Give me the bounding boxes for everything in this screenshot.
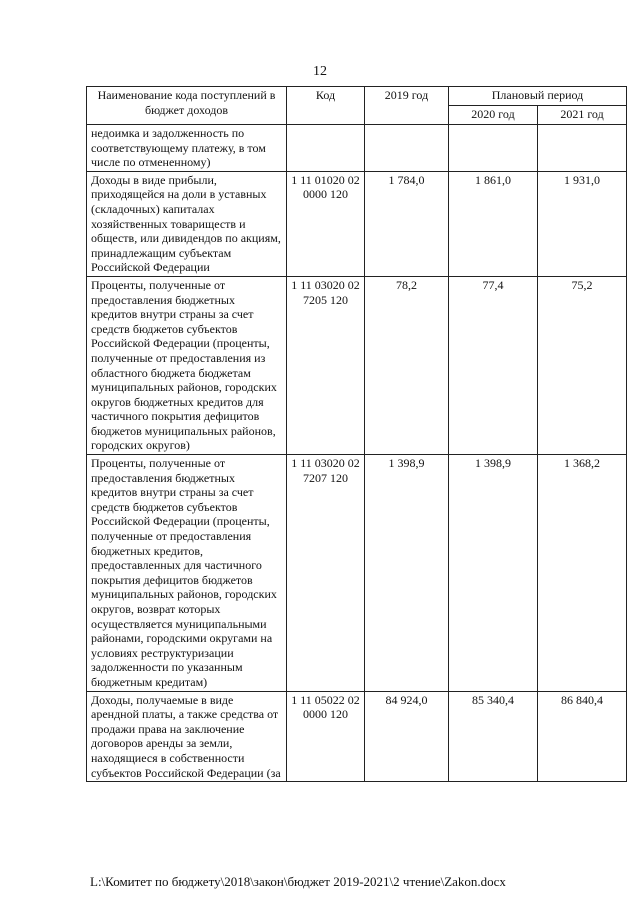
row-value-2021: 1 368,2 xyxy=(538,455,627,692)
row-value-2020: 85 340,4 xyxy=(449,691,538,782)
row-name: Доходы, получаемые в виде арендной платы, а также средства от продажи права на заключение договоров аренды за земли, находящиеся в собственности субъектов Российской Федерации (за xyxy=(87,691,287,782)
row-value-2021: 1 931,0 xyxy=(538,171,627,276)
row-name: недоимка и задолженность по соответствующему платежу, в том числе по отмененному) xyxy=(87,125,287,172)
row-name: Проценты, полученные от предоставления бюджетных кредитов внутри страны за счет средств бюджетов субъектов Российской Федерации (проценты, полученные от предоставления из областного бюджета бюджетам муниципальных районов, городских округов бюджетных кредитов для частичного покрытия дефицитов бюджетов муниципальных районов, городских округов) xyxy=(87,276,287,454)
row-value-2020 xyxy=(449,125,538,172)
header-code: Код xyxy=(287,87,365,125)
row-value-2019: 84 924,0 xyxy=(365,691,449,782)
header-2021: 2021 год xyxy=(538,106,627,125)
row-value-2021 xyxy=(538,125,627,172)
row-value-2019: 1 398,9 xyxy=(365,455,449,692)
row-value-2020: 1 861,0 xyxy=(449,171,538,276)
row-value-2021: 75,2 xyxy=(538,276,627,454)
file-path-footer: L:\Комитет по бюджету\2018\закон\бюджет 2019-2021\2 чтение\Zakon.docx xyxy=(90,874,506,889)
table-header-row xyxy=(87,87,627,106)
header-2019: 2019 год xyxy=(365,87,449,125)
table-row xyxy=(87,276,627,454)
table-row xyxy=(87,171,627,276)
row-name: Проценты, полученные от предоставления бюджетных кредитов внутри страны за счет средств бюджетов субъектов Российской Федерации (проценты, полученные от предоставления бюджетных кредитов, предоставленных для частичного покрытия дефицитов бюджетов муниципальных районов, городских округов, возврат которых осуществляется муниципальными районами, городскими округами на условиях реструктуризации задолженности по указанным бюджетным кредитам) xyxy=(87,455,287,692)
header-name: Наименование кода поступлений в бюджет доходов xyxy=(87,87,287,125)
table-row xyxy=(87,691,627,782)
row-value-2019: 78,2 xyxy=(365,276,449,454)
row-code: 1 11 03020 02 7207 120 xyxy=(287,455,365,692)
header-planned-period: Плановый период xyxy=(449,87,627,106)
row-value-2019: 1 784,0 xyxy=(365,171,449,276)
row-value-2021: 86 840,4 xyxy=(538,691,627,782)
table-row xyxy=(87,455,627,692)
row-code: 1 11 03020 02 7205 120 xyxy=(287,276,365,454)
row-name: Доходы в виде прибыли, приходящейся на доли в уставных (складочных) капиталах хозяйственных товариществ и обществ, или дивидендов по акциям, принадлежащим субъектам Российской Федерации xyxy=(87,171,287,276)
table-row xyxy=(87,125,627,172)
row-code: 1 11 01020 02 0000 120 xyxy=(287,171,365,276)
row-value-2020: 1 398,9 xyxy=(449,455,538,692)
header-2020: 2020 год xyxy=(449,106,538,125)
row-code xyxy=(287,125,365,172)
row-code: 1 11 05022 02 0000 120 xyxy=(287,691,365,782)
revenue-table xyxy=(86,86,627,782)
row-value-2020: 77,4 xyxy=(449,276,538,454)
page-number: 12 xyxy=(313,64,327,79)
row-value-2019 xyxy=(365,125,449,172)
